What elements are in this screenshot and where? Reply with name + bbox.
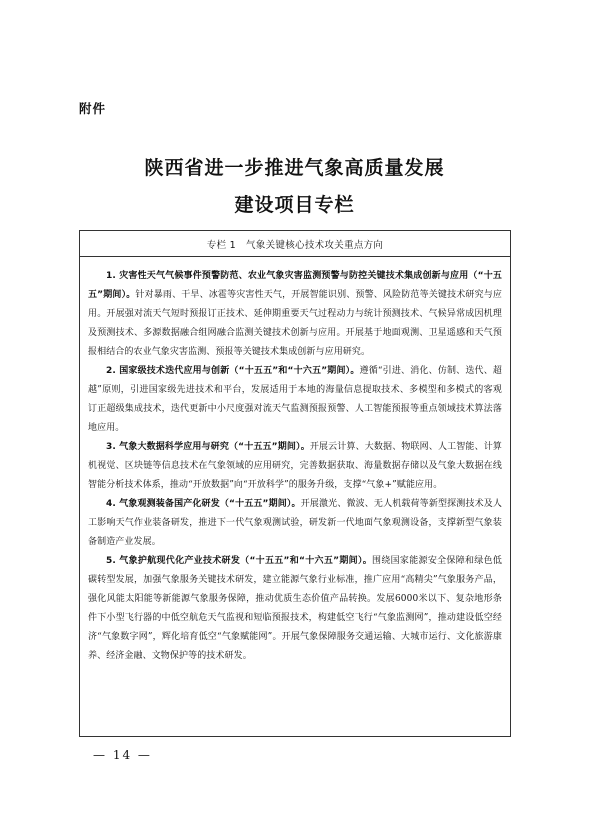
box-heading: 气象关键核心技术攻关重点方向	[246, 239, 384, 251]
item-body: 遵循“引进、消化、仿制、迭代、超越”原则，引进国家级先进技术和平台，发展适用于本地的海量信息提取技术、多模型和多模式的客观订正超级集成技术，迭代更新中小尺度强对流天气监测预报预警、人工智能预报等重点领域技术算法落地应用。	[88, 366, 503, 433]
item-heading: 2. 国家级技术迭代应用与创新（“十五五”和“十六五”期间）。	[106, 366, 360, 376]
item-body: 开展激光、微波、无人机载荷等新型探测技术及人工影响天气作业装备研发，推进下一代气象观测试验，研发新一代地面气象观测设备，支撑新型气象装备制造产业发展。	[88, 499, 503, 547]
list-item	[88, 267, 502, 362]
item-body: 围绕国家能源安全保障和绿色低碳转型发展，加强气象服务关键技术研发，建立能源气象行业标准，推广应用“高精尖”气象服务产品，强化风能太阳能等新能源气象服务保障，推动优质生态价值产品转换。发展6000米以下、复杂地形条件下小型飞行器的中低空航危天气监视和短临预报技术，构建低空飞行“气象监测网”，推动建设低空经济“气象数字网”，辉化培育低空“气象赋能网”。开展气象保障服务交通运输、大城市运行、文化旅游康养、经济金融、文物保护等的技术研发。	[88, 556, 502, 661]
list-item	[88, 438, 502, 495]
page-number: — 14 —	[93, 748, 152, 762]
attachment-label: 附件	[79, 101, 107, 116]
item-heading: 4. 气象观测装备国产化研发（“十五五”期间）。	[106, 499, 301, 509]
item-body: 开展云计算、大数据、物联网、人工智能、计算机视觉、区块链等信息技术在气象领域的应用研究，完善数据获取、海量数据存储以及气象大数据在线智能分析技术体系，推动“开放数据”向“开放科学”的服务升级，支撑“气象+”赋能应用。	[88, 442, 502, 490]
item-heading: 5. 气象护航现代化产业技术研发（“十五五”和“十六五”期间）。	[106, 556, 373, 566]
list-item	[88, 552, 502, 666]
item-body: 针对暴雨、干旱、冰雹等灾害性天气，开展智能识别、预警、风险防范等关键技术研究与应用。开展强对流天气短时预报订正技术、延伸期重要天气过程动力与统计预测技术、气候异常成因机理及预测技术、多源数据融合组网融合监测关键技术创新与应用。开展基于地面观测、卫星遥感和天气预报相结合的农业气象灾害监测、预报等关键技术集成创新与应用研究。	[88, 290, 502, 357]
box-body	[80, 257, 510, 666]
item-heading: 3. 气象大数据科学应用与研究（“十五五”期间）。	[106, 442, 310, 452]
list-item	[88, 495, 502, 552]
item-heading: 1. 灾害性天气气候事件预警防范、农业气象灾害监测预警与防控关键技术集成创新与应用（“十五五”期间）。	[88, 271, 502, 300]
document-title-line1: 陕西省进一步推进气象高质量发展	[144, 157, 445, 179]
box-header	[80, 231, 510, 257]
box-number: 专栏 1	[206, 239, 237, 251]
document-title-line2: 建设项目专栏	[234, 194, 355, 216]
list-item	[88, 362, 502, 438]
feature-box	[79, 230, 511, 737]
